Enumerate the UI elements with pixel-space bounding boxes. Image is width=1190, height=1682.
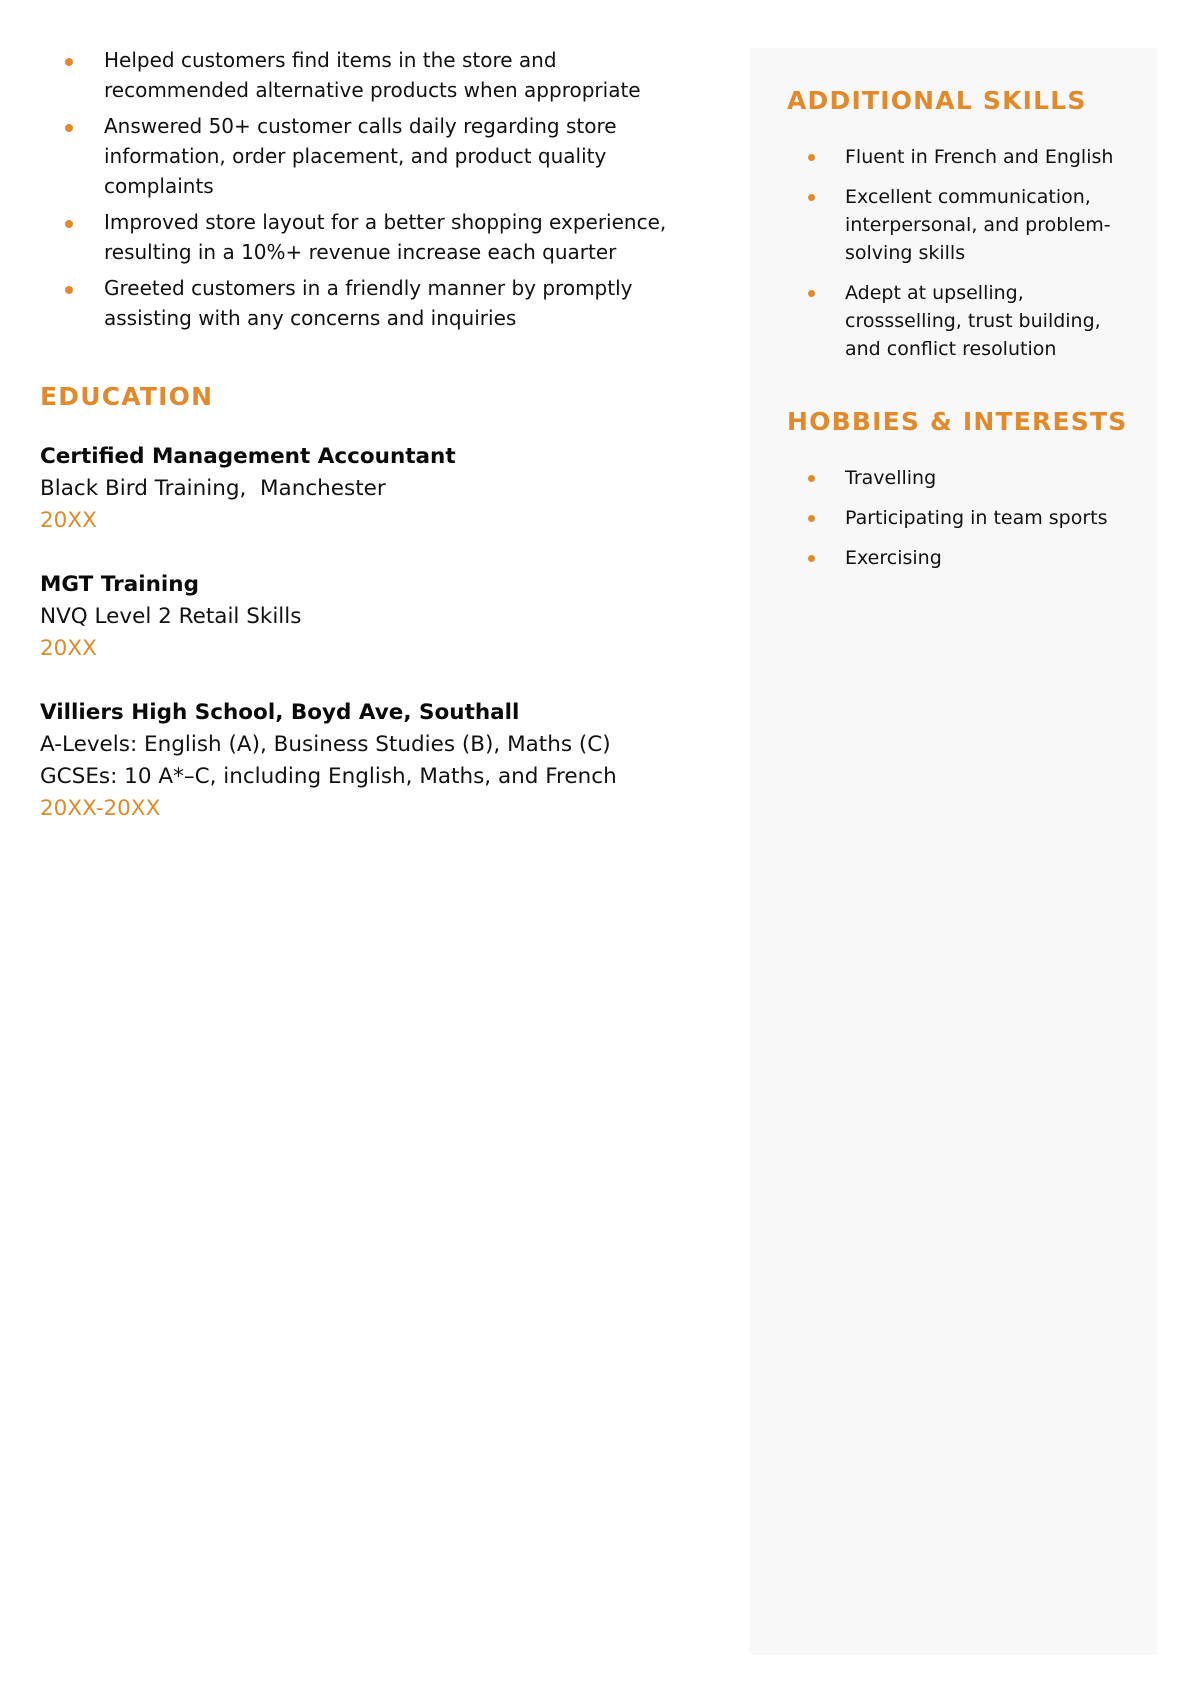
education-detail: GCSEs: 10 A*–C, including English, Maths, and French (40, 764, 617, 789)
hobby-text: Exercising (845, 547, 942, 569)
skill-text: Fluent in French and English (845, 146, 1114, 168)
experience-bullet (40, 273, 690, 333)
sidebar-content (787, 86, 1137, 584)
bullet-dot-icon (65, 58, 73, 66)
skill-item (787, 279, 1137, 363)
hobbies-heading: HOBBIES & INTERESTS (787, 407, 1128, 436)
bullet-dot-icon (65, 124, 73, 132)
education-date: 20XX (40, 508, 97, 533)
education-entry (40, 697, 690, 825)
skill-text: Excellent communication, interpersonal, and problem-solving skills (845, 186, 1111, 264)
education-detail: A-Levels: English (A), Business Studies (B), Maths (C) (40, 732, 611, 757)
experience-bullet (40, 111, 690, 201)
hobby-text: Participating in team sports (845, 507, 1108, 529)
bullet-dot-icon (65, 220, 73, 228)
experience-bullet (40, 45, 690, 105)
education-title: Villiers High School, Boyd Ave, Southall (40, 700, 520, 725)
bullet-dot-icon (808, 290, 815, 297)
education-entry (40, 441, 690, 537)
hobby-item (787, 504, 1137, 532)
education-entry (40, 569, 690, 665)
experience-bullet-list (40, 45, 690, 333)
additional-skills-heading: ADDITIONAL SKILLS (787, 86, 1087, 115)
bullet-dot-icon (65, 286, 73, 294)
skills-list (787, 143, 1137, 363)
skill-item (787, 183, 1137, 267)
experience-bullet (40, 207, 690, 267)
hobby-item (787, 464, 1137, 492)
skill-item (787, 143, 1137, 171)
main-column (40, 45, 690, 857)
skill-text: Adept at upselling, crossselling, trust building, and conflict resolution (845, 282, 1101, 360)
bullet-dot-icon (808, 154, 815, 161)
experience-bullet-text: Improved store layout for a better shopping experience, resulting in a 10%+ revenue increase each quarter (104, 210, 667, 264)
education-title: Certified Management Accountant (40, 444, 456, 469)
bullet-dot-icon (808, 555, 815, 562)
sidebar (749, 48, 1157, 1655)
experience-bullet-text: Helped customers find items in the store and recommended alternative products when appropriate (104, 48, 641, 102)
bullet-dot-icon (808, 515, 815, 522)
education-date: 20XX-20XX (40, 796, 161, 821)
hobby-item (787, 544, 1137, 572)
bullet-dot-icon (808, 475, 815, 482)
hobby-text: Travelling (845, 467, 937, 489)
education-detail: NVQ Level 2 Retail Skills (40, 604, 302, 629)
education-detail: Black Bird Training, Manchester (40, 476, 386, 501)
education-heading: EDUCATION (40, 382, 214, 411)
hobbies-list (787, 464, 1137, 572)
education-date: 20XX (40, 636, 97, 661)
experience-bullet-text: Answered 50+ customer calls daily regarding store information, order placement, and product quality complaints (104, 114, 617, 198)
bullet-dot-icon (808, 194, 815, 201)
education-title: MGT Training (40, 572, 199, 597)
experience-bullet-text: Greeted customers in a friendly manner by promptly assisting with any concerns and inquiries (104, 276, 633, 330)
